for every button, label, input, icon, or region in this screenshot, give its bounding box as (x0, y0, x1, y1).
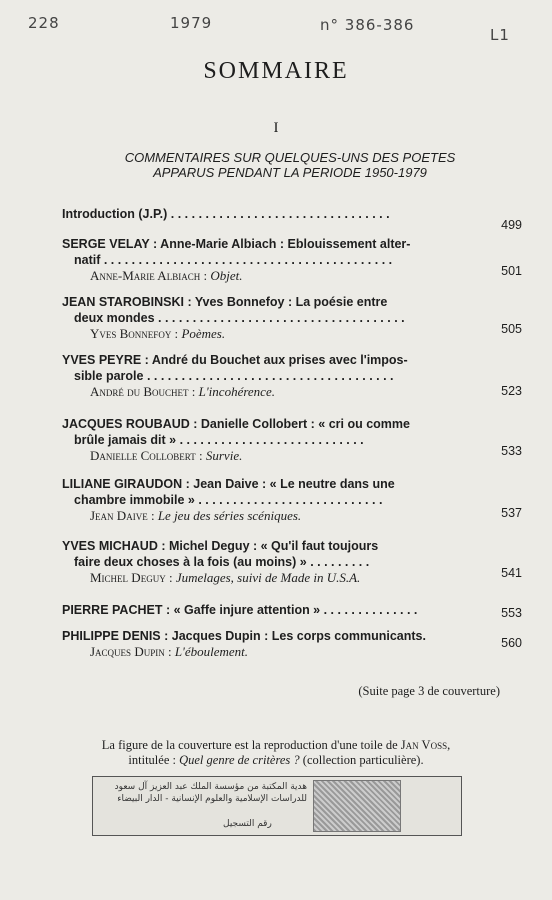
entry-work (62, 508, 522, 523)
entry-line: chambre immobile » . . . . . . . . . . . . . . . . . . . . . . . . . . . (74, 493, 383, 507)
cover-credit-text: (collection particulière). (302, 753, 424, 767)
page-number: 533 (501, 444, 522, 458)
page-number: 501 (501, 264, 522, 278)
cover-credit (30, 738, 522, 768)
entry-line: PHILIPPE DENIS : Jacques Dupin : Les corps communicants. (62, 629, 426, 643)
entry-line: natif . . . . . . . . . . . . . . . . . . . . . . . . . . . . . . . . . . . . . . . . . . (74, 253, 393, 267)
stamp-image (313, 780, 401, 832)
library-stamp (92, 776, 462, 836)
page-number: 541 (501, 566, 522, 580)
toc-entry (62, 294, 522, 341)
page-number: 537 (501, 506, 522, 520)
entry-line: deux mondes . . . . . . . . . . . . . . . . . . . . . . . . . . . . . . . . . . . . (74, 311, 405, 325)
entry-work (62, 570, 522, 585)
entry-work (62, 326, 522, 341)
work-title: L'incohérence. (198, 384, 275, 399)
entry-line: SERGE VELAY : Anne-Marie Albiach : Eblouissement alter- (62, 237, 411, 251)
work-author: Yves Bonnefoy : (90, 326, 179, 341)
entry-line: YVES MICHAUD : Michel Deguy : « Qu'il faut toujours (62, 539, 379, 553)
entry-line: LILIANE GIRAUDON : Jean Daive : « Le neutre dans une (62, 477, 395, 491)
cover-credit-line (30, 753, 522, 768)
painting-title: Quel genre de critères ? (179, 753, 300, 767)
work-title: Jumelages, suivi de Made in U.S.A. (175, 570, 361, 585)
section-heading-line: APPARUS PENDANT LA PERIODE 1950-1979 (153, 165, 427, 180)
toc-entry (62, 538, 522, 585)
work-author: Jacques Dupin : (90, 644, 172, 659)
handwritten-year: 1979 (170, 14, 213, 32)
stamp-text: هدية المكتبة من مؤسسة الملك عبد العزيز آل سعود للدراسات الإسلامية والعلوم الإنسانية - الدار البيضاء (114, 782, 307, 804)
work-author: Michel Deguy : (90, 570, 173, 585)
toc-entry (62, 236, 522, 283)
toc-entry (62, 416, 522, 463)
painter-name: Jan Voss, (400, 738, 451, 752)
entry-line: faire deux choses à la fois (au moins) » . . . . . . . . . (74, 555, 370, 569)
handwritten-corner: L1 (490, 26, 510, 44)
continuation-note: (Suite page 3 de couverture) (358, 684, 500, 698)
entry-line: brûle jamais dit » . . . . . . . . . . . . . . . . . . . . . . . . . . . (74, 433, 364, 447)
cover-credit-text: intitulée : (128, 753, 176, 767)
cover-credit-text: La figure de la couverture est la reproduction d'une toile de (101, 738, 398, 752)
handwritten-ref: n° 386-386 (320, 16, 415, 34)
section-heading-line: COMMENTAIRES SUR QUELQUES-UNS DES POETES (124, 150, 456, 165)
entry-line: Introduction (J.P.) . . . . . . . . . . . . . . . . . . . . . . . . . . . . . . . . (62, 207, 390, 221)
toc-entry (62, 476, 522, 523)
work-title: Survie. (205, 448, 243, 463)
entry-line: PIERRE PACHET : « Gaffe injure attention » . . . . . . . . . . . . . . (62, 603, 418, 617)
work-author: Danielle Collobert : (90, 448, 203, 463)
page-number: 560 (501, 636, 522, 650)
entry-line: sible parole . . . . . . . . . . . . . . . . . . . . . . . . . . . . . . . . . . . . (74, 369, 394, 383)
toc-entry (62, 352, 522, 399)
page-number: 499 (501, 218, 522, 232)
work-author: Anne-Marie Albiach : (90, 268, 208, 283)
work-title: L'éboulement. (174, 644, 249, 659)
cover-credit-line (30, 738, 522, 753)
section-heading (80, 150, 500, 180)
toc-entry (62, 628, 522, 659)
work-author: Jean Daive : (90, 508, 155, 523)
entry-work (62, 448, 522, 463)
entry-line: YVES PEYRE : André du Bouchet aux prises avec l'impos- (62, 353, 408, 367)
entry-line: JACQUES ROUBAUD : Danielle Collobert : « cri ou comme (62, 417, 410, 431)
work-title: Le jeu des séries scéniques. (157, 508, 302, 523)
page-number: 523 (501, 384, 522, 398)
entry-line: JEAN STAROBINSKI : Yves Bonnefoy : La poésie entre (62, 295, 388, 309)
work-title: Objet. (210, 268, 243, 283)
stamp-number-label: رقم التسجيل (223, 819, 272, 829)
toc-entry (62, 602, 522, 618)
part-number: I (273, 120, 279, 136)
page-title: SOMMAIRE (203, 58, 349, 84)
page-number: 505 (501, 322, 522, 336)
toc-entry (62, 206, 522, 232)
entry-work (62, 384, 522, 399)
page-number: 553 (501, 606, 522, 620)
handwritten-number: 228 (28, 14, 60, 32)
entry-work (62, 268, 522, 283)
work-author: André du Bouchet : (90, 384, 196, 399)
entry-work (62, 644, 522, 659)
work-title: Poèmes. (181, 326, 226, 341)
